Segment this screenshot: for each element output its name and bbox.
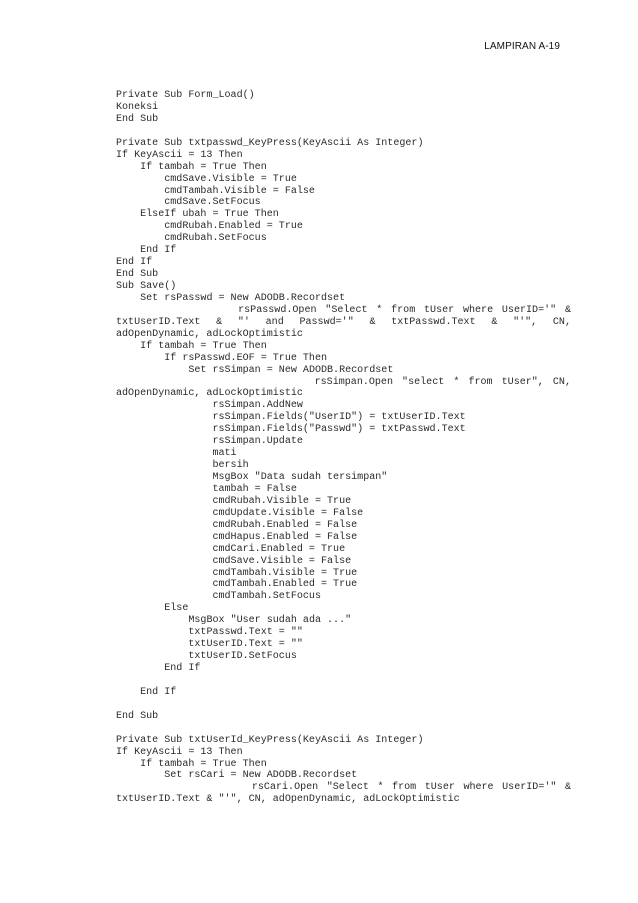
code-indent xyxy=(116,759,140,770)
code-text: txtUserID.Text = "" xyxy=(188,639,303,651)
code-line xyxy=(116,735,571,747)
appendix-label: LAMPIRAN A-19 xyxy=(484,41,560,52)
code-line xyxy=(116,150,571,162)
code-line xyxy=(116,162,571,174)
code-line xyxy=(116,484,571,496)
code-text: Else xyxy=(164,603,189,615)
code-line xyxy=(116,186,571,198)
code-line xyxy=(116,568,571,580)
code-text: Private Sub txtpasswd_KeyPress(KeyAscii As Integer) xyxy=(116,137,424,149)
code-indent xyxy=(116,448,212,459)
code-text: cmdRubah.Enabled = True xyxy=(164,221,303,233)
code-listing xyxy=(116,90,571,806)
code-line xyxy=(116,293,571,305)
code-text: cmdTambah.SetFocus xyxy=(212,591,321,603)
code-indent xyxy=(116,651,188,662)
code-text: cmdSave.Visible = False xyxy=(212,555,352,567)
code-line xyxy=(116,436,571,448)
code-line xyxy=(116,138,571,150)
code-text: End Sub xyxy=(116,113,159,125)
code-indent xyxy=(116,532,212,543)
code-text: If tambah = True Then xyxy=(140,340,267,352)
code-text: tambah = False xyxy=(212,483,297,495)
code-indent xyxy=(116,496,212,507)
code-indent xyxy=(116,603,164,614)
code-line xyxy=(116,782,571,794)
code-line xyxy=(116,723,571,735)
code-text: cmdRubah.SetFocus xyxy=(164,233,267,245)
code-indent xyxy=(116,412,212,423)
code-line xyxy=(116,174,571,186)
code-line xyxy=(116,675,571,687)
code-line xyxy=(116,102,571,114)
code-indent xyxy=(116,615,188,626)
code-text: MsgBox "Data sudah tersimpan" xyxy=(212,472,388,483)
code-line xyxy=(116,496,571,508)
code-line xyxy=(116,317,571,329)
code-indent xyxy=(116,293,140,304)
code-indent xyxy=(116,591,212,602)
code-line xyxy=(116,651,571,663)
code-text: mati xyxy=(212,448,237,460)
code-indent xyxy=(116,245,140,256)
code-text: End If xyxy=(140,686,177,698)
code-indent xyxy=(116,233,164,244)
code-text: ElseIf ubah = True Then xyxy=(140,209,279,221)
code-indent xyxy=(116,162,140,173)
code-indent xyxy=(116,484,212,495)
code-line xyxy=(116,544,571,556)
code-text: End Sub xyxy=(116,710,159,722)
code-indent xyxy=(116,508,212,519)
code-text: cmdCari.Enabled = True xyxy=(212,543,346,555)
code-indent xyxy=(116,460,212,471)
code-line xyxy=(116,532,571,544)
code-text: adOpenDynamic, adLockOptimistic xyxy=(116,388,303,400)
code-indent xyxy=(116,472,212,483)
code-indent xyxy=(116,186,164,197)
code-text: If rsPasswd.EOF = True Then xyxy=(164,352,328,364)
code-line xyxy=(116,305,571,317)
code-indent xyxy=(116,436,212,447)
code-text: rsSimpan.AddNew xyxy=(212,400,303,412)
code-line xyxy=(116,329,571,341)
code-line xyxy=(116,388,571,400)
code-indent xyxy=(116,520,212,531)
code-indent xyxy=(116,305,238,316)
code-text: Sub Save() xyxy=(116,281,177,292)
code-text: cmdTambah.Enabled = True xyxy=(212,579,358,591)
code-line xyxy=(116,424,571,436)
code-text: If KeyAscii = 13 Then xyxy=(116,746,243,758)
code-text: cmdTambah.Visible = False xyxy=(164,185,315,197)
code-indent xyxy=(116,556,212,567)
code-indent xyxy=(116,221,164,232)
code-text: bersih xyxy=(212,460,249,472)
code-text: If tambah = True Then xyxy=(140,161,267,173)
code-line xyxy=(116,770,571,782)
code-text: End If xyxy=(140,245,177,257)
code-text: rsCari.Open "Select * from tUser where UserID='" & xyxy=(251,782,571,794)
code-line xyxy=(116,639,571,651)
code-line xyxy=(116,448,571,460)
code-line xyxy=(116,365,571,377)
code-indent xyxy=(116,365,188,376)
code-indent xyxy=(116,400,212,411)
code-text: Koneksi xyxy=(116,101,159,113)
code-line xyxy=(116,699,571,711)
code-line xyxy=(116,257,571,269)
code-line xyxy=(116,603,571,615)
code-line xyxy=(116,508,571,520)
code-line xyxy=(116,520,571,532)
code-line xyxy=(116,412,571,424)
code-text: cmdSave.Visible = True xyxy=(164,173,297,185)
code-indent xyxy=(116,687,140,698)
code-indent xyxy=(116,424,212,435)
code-indent xyxy=(116,353,164,364)
code-indent xyxy=(116,770,164,781)
code-line xyxy=(116,114,571,126)
code-text: txtPasswd.Text = "" xyxy=(188,627,303,639)
code-line xyxy=(116,687,571,699)
code-line xyxy=(116,90,571,102)
code-text: Set rsSimpan = New ADODB.Recordset xyxy=(188,364,394,376)
code-indent xyxy=(116,579,212,590)
code-text: rsSimpan.Fields("Passwd") = txtPasswd.Text xyxy=(212,424,466,436)
code-text: Set rsCari = New ADODB.Recordset xyxy=(164,770,358,782)
code-indent xyxy=(116,544,212,555)
code-text: End Sub xyxy=(116,269,159,281)
code-line xyxy=(116,556,571,568)
code-indent xyxy=(116,197,164,208)
code-indent xyxy=(116,209,140,220)
code-line xyxy=(116,400,571,412)
code-text: End If xyxy=(116,257,153,269)
code-line xyxy=(116,747,571,759)
code-line xyxy=(116,233,571,245)
code-line xyxy=(116,209,571,221)
code-indent xyxy=(116,568,212,579)
code-text: End If xyxy=(164,663,201,674)
code-line xyxy=(116,281,571,293)
code-line xyxy=(116,794,571,806)
code-line xyxy=(116,579,571,591)
code-text: Private Sub Form_Load() xyxy=(116,90,255,101)
code-line xyxy=(116,126,571,138)
code-text: Private Sub txtUserId_KeyPress(KeyAscii As Integer) xyxy=(116,734,424,746)
code-text: cmdUpdate.Visible = False xyxy=(212,507,364,519)
code-line xyxy=(116,245,571,257)
code-text: rsSimpan.Open "select * from tUser", CN, xyxy=(314,376,571,388)
code-line xyxy=(116,711,571,723)
code-text: txtUserID.Text & "' and Passwd='" & txtPasswd.Text & "'", CN, xyxy=(116,316,571,328)
code-text: cmdTambah.Visible = True xyxy=(212,567,358,579)
code-text: txtUserID.SetFocus xyxy=(188,651,297,663)
code-line xyxy=(116,460,571,472)
code-indent xyxy=(116,627,188,638)
code-line xyxy=(116,221,571,233)
code-text: Set rsPasswd = New ADODB.Recordset xyxy=(140,292,346,304)
code-indent xyxy=(116,174,164,185)
code-line xyxy=(116,759,571,771)
code-line xyxy=(116,341,571,353)
code-line xyxy=(116,591,571,603)
code-text: cmdHapus.Enabled = False xyxy=(212,531,358,543)
code-line xyxy=(116,353,571,365)
code-indent xyxy=(116,377,315,388)
code-text: rsSimpan.Update xyxy=(212,436,303,448)
code-text: If KeyAscii = 13 Then xyxy=(116,149,243,161)
code-line xyxy=(116,377,571,389)
code-text: If tambah = True Then xyxy=(140,758,267,770)
code-text: cmdSave.SetFocus xyxy=(164,197,261,209)
code-line xyxy=(116,615,571,627)
code-text: MsgBox "User sudah ada ..." xyxy=(188,615,352,627)
code-indent xyxy=(116,663,164,674)
code-text: adOpenDynamic, adLockOptimistic xyxy=(116,328,303,340)
code-indent xyxy=(116,639,188,650)
code-text: rsSimpan.Fields("UserID") = txtUserID.Text xyxy=(212,412,466,424)
code-line xyxy=(116,627,571,639)
code-text: txtUserID.Text & "'", CN, adOpenDynamic, adLockOptimistic xyxy=(116,794,460,806)
code-indent xyxy=(116,341,140,352)
code-text: cmdRubah.Visible = True xyxy=(212,495,352,507)
code-text: rsPasswd.Open "Select * from tUser where UserID='" & xyxy=(238,304,571,316)
code-line xyxy=(116,472,571,484)
code-line xyxy=(116,663,571,675)
code-line xyxy=(116,197,571,209)
code-line xyxy=(116,269,571,281)
code-text: cmdRubah.Enabled = False xyxy=(212,519,358,531)
code-indent xyxy=(116,782,252,793)
